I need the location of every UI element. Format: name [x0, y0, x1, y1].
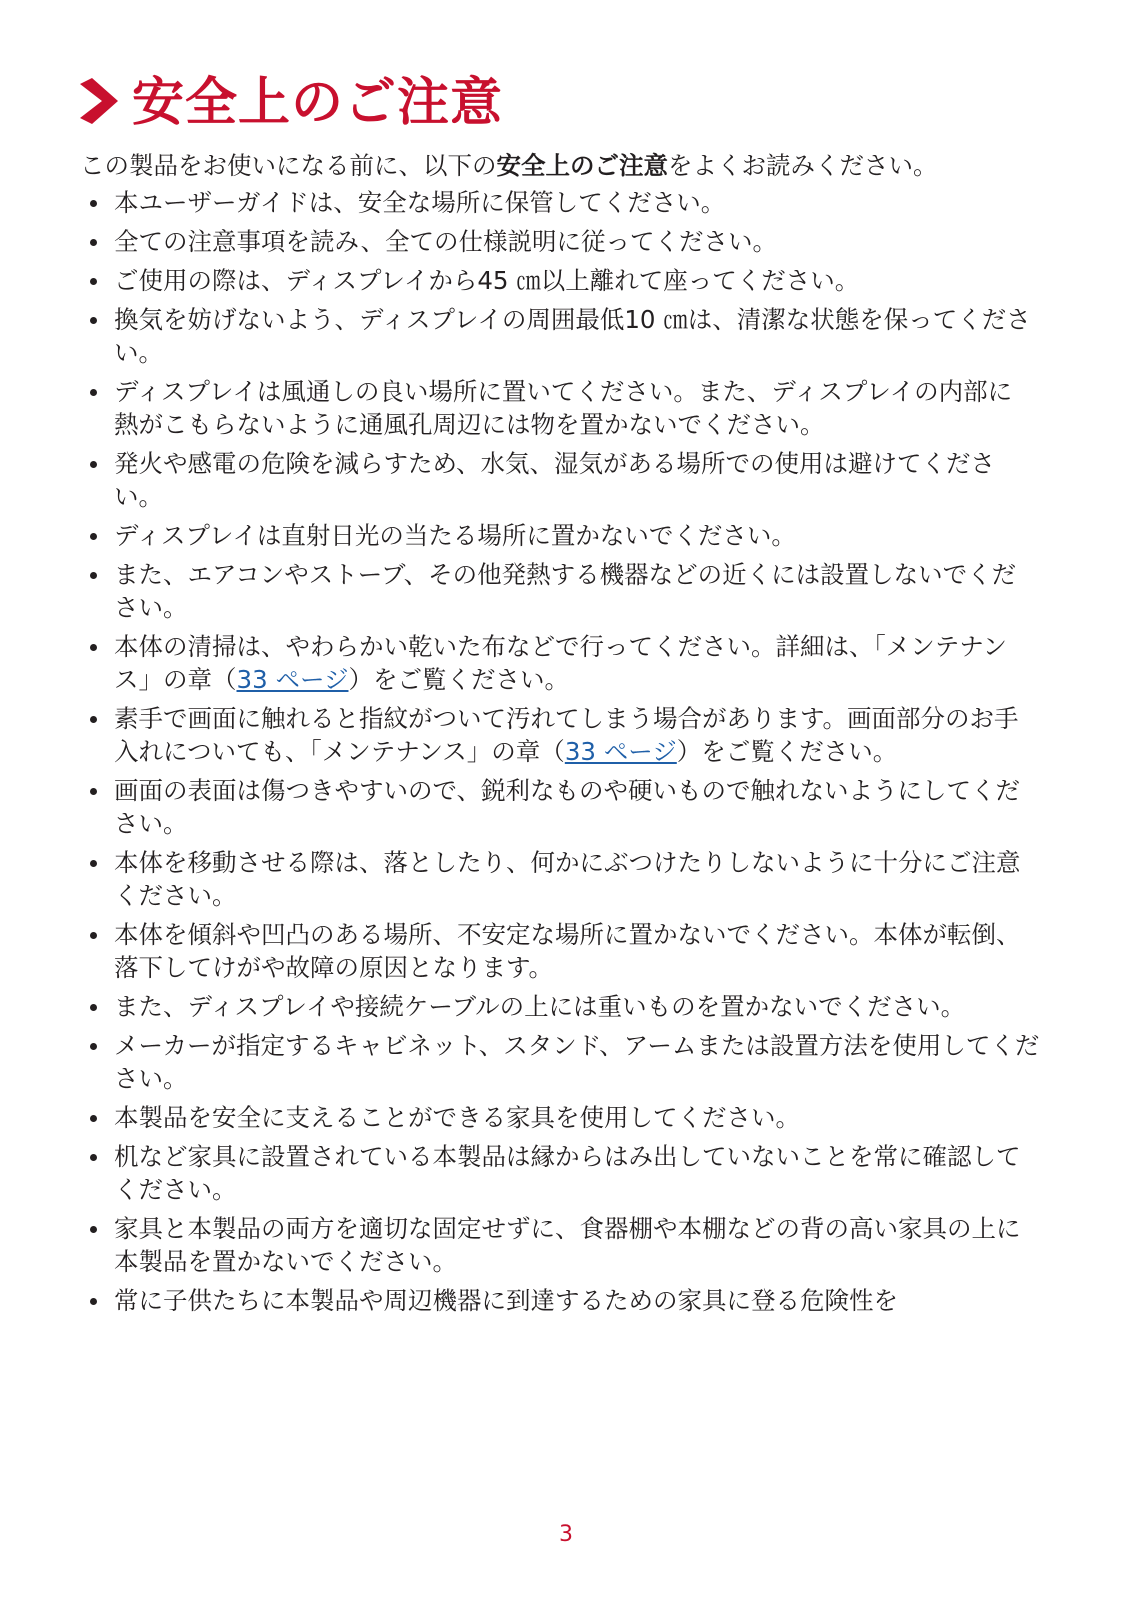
list-item [80, 774, 1040, 840]
bullet-icon [90, 278, 97, 285]
section-heading [80, 62, 1040, 132]
bullet-icon [90, 932, 97, 939]
list-item [80, 519, 1040, 552]
list-item-text: 換気を妨げないよう、ディスプレイの周囲最低10 ㎝は、清潔な状態を保ってください。 [114, 305, 1031, 367]
list-item-text: 本体の清掃は、やわらかい乾いた布などで行ってください。詳細は、「メンテナンス」の章（ [114, 632, 1008, 694]
list-item [80, 702, 1040, 768]
bullet-icon [90, 1154, 97, 1161]
list-item-text-after: ）をご覧ください。 [348, 665, 569, 694]
bullet-icon [90, 317, 97, 324]
list-item [80, 846, 1040, 912]
list-item [80, 1140, 1040, 1206]
document-page [80, 62, 1040, 1323]
bullet-icon [90, 1298, 97, 1305]
list-item-text: 画面の表面は傷つきやすいので、鋭利なものや硬いもので触れないようにしてください。 [114, 776, 1021, 838]
list-item-text: 全ての注意事項を読み、全ての仕様説明に従ってください。 [114, 227, 777, 256]
page-reference-link[interactable]: 33 ページ [564, 737, 677, 766]
bullet-icon [90, 533, 97, 540]
intro-text-after: をよくお読みください。 [668, 151, 938, 180]
list-item-text: 素手で画面に触れると指紋がついて汚れてしまう場合があります。画面部分のお手入れについても、「メンテナンス」の章（ [114, 704, 1019, 766]
list-item-text: 発火や感電の危険を減らすため、水気、湿気がある場所での使用は避けてください。 [114, 449, 996, 511]
list-item [80, 990, 1040, 1023]
bullet-icon [90, 389, 97, 396]
chevron-right-icon [80, 78, 118, 124]
list-item [80, 375, 1040, 441]
list-item [80, 630, 1040, 696]
list-item [80, 558, 1040, 624]
list-item-text: ディスプレイは直射日光の当たる場所に置かないでください。 [114, 521, 796, 550]
list-item [80, 225, 1040, 258]
list-item [80, 186, 1040, 219]
list-item-text: ディスプレイは風通しの良い場所に置いてください。また、ディスプレイの内部に 熱がこもらないように通風孔周辺には物を置かないでください。 [114, 377, 1013, 439]
bullet-icon [90, 716, 97, 723]
list-item [80, 918, 1040, 984]
list-item [80, 1101, 1040, 1134]
bullet-icon [90, 1004, 97, 1011]
bullet-icon [90, 200, 97, 207]
list-item-text: 本体を移動させる際は、落としたり、何かにぶつけたりしないように十分にご注意ください。 [114, 848, 1021, 910]
list-item [80, 447, 1040, 513]
list-item-text: ご使用の際は、ディスプレイから45 ㎝以上離れて座ってください。 [114, 266, 860, 295]
safety-list [80, 186, 1040, 1317]
page-title: 安全上のご注意 [132, 72, 504, 133]
intro-emphasis: 安全上のご注意 [496, 151, 668, 180]
list-item-text: 本ユーザーガイドは、安全な場所に保管してください。 [114, 188, 726, 217]
bullet-icon [90, 644, 97, 651]
list-item-text: メーカーが指定するキャビネット、スタンド、アームまたは設置方法を使用してください。 [114, 1031, 1040, 1093]
list-item-text: また、ディスプレイや接続ケーブルの上には重いものを置かないでください。 [114, 992, 966, 1021]
bullet-icon [90, 239, 97, 246]
list-item-text-after: ）をご覧ください。 [676, 737, 898, 766]
bullet-icon [90, 572, 97, 579]
list-item-text: 家具と本製品の両方を適切な固定せずに、食器棚や本棚などの背の高い家具の上に本製品を置かないでください。 [114, 1214, 1021, 1276]
page-number: 3 [559, 1522, 573, 1547]
list-item-text: 常に子供たちに本製品や周辺機器に到達するための家具に登る危険性を [114, 1286, 898, 1315]
bullet-icon [90, 1043, 97, 1050]
list-item-text: 本体を傾斜や凹凸のある場所、不安定な場所に置かないでください。本体が転倒、落下してけがや故障の原因となります。 [114, 920, 1021, 982]
page-reference-link[interactable]: 33 ページ [236, 665, 349, 694]
list-item [80, 303, 1040, 369]
intro-text-before: この製品をお使いになる前に、以下の [80, 151, 497, 180]
list-item [80, 1029, 1040, 1095]
list-item-text: 本製品を安全に支えることができる家具を使用してください。 [114, 1103, 800, 1132]
intro-paragraph [80, 148, 1040, 184]
list-item-text: また、エアコンやストーブ、その他発熱する機器などの近くには設置しないでください。 [114, 560, 1017, 622]
bullet-icon [90, 461, 97, 468]
bullet-icon [90, 1226, 97, 1233]
bullet-icon [90, 1115, 97, 1122]
list-item [80, 1212, 1040, 1278]
list-item-text: 机など家具に設置されている本製品は縁からはみ出していないことを常に確認してください。 [114, 1142, 1021, 1204]
bullet-icon [90, 860, 97, 867]
bullet-icon [90, 788, 97, 795]
list-item [80, 1284, 1040, 1317]
list-item [80, 264, 1040, 297]
